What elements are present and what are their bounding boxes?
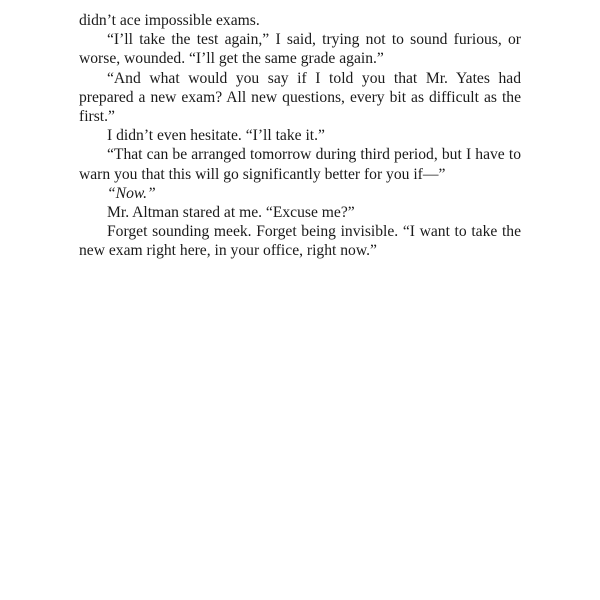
paragraph-italic: “Now.” xyxy=(107,184,156,202)
paragraph: “And what would you say if I told you that Mr. Yates had prepared a new exam? All new questions, every bit as difficult as the first.” xyxy=(79,69,521,126)
paragraph: Forget sounding meek. Forget being invisible. “I want to take the new exam right here, in your office, right now.” xyxy=(79,223,521,260)
paragraph: Mr. Altman stared at me. “Excuse me?” xyxy=(107,204,355,222)
paragraph: I didn’t even hesitate. “I’ll take it.” xyxy=(107,127,325,145)
body-text xyxy=(79,11,521,261)
paragraph: “That can be arranged tomorrow during third period, but I have to warn you that this will go significantly better for you if—” xyxy=(79,146,521,183)
paragraph: “I’ll take the test again,” I said, trying not to sound furious, or worse, wounded. “I’ll get the same grade again.” xyxy=(79,31,521,68)
paragraph-continuation: didn’t ace impossible exams. xyxy=(79,12,260,29)
